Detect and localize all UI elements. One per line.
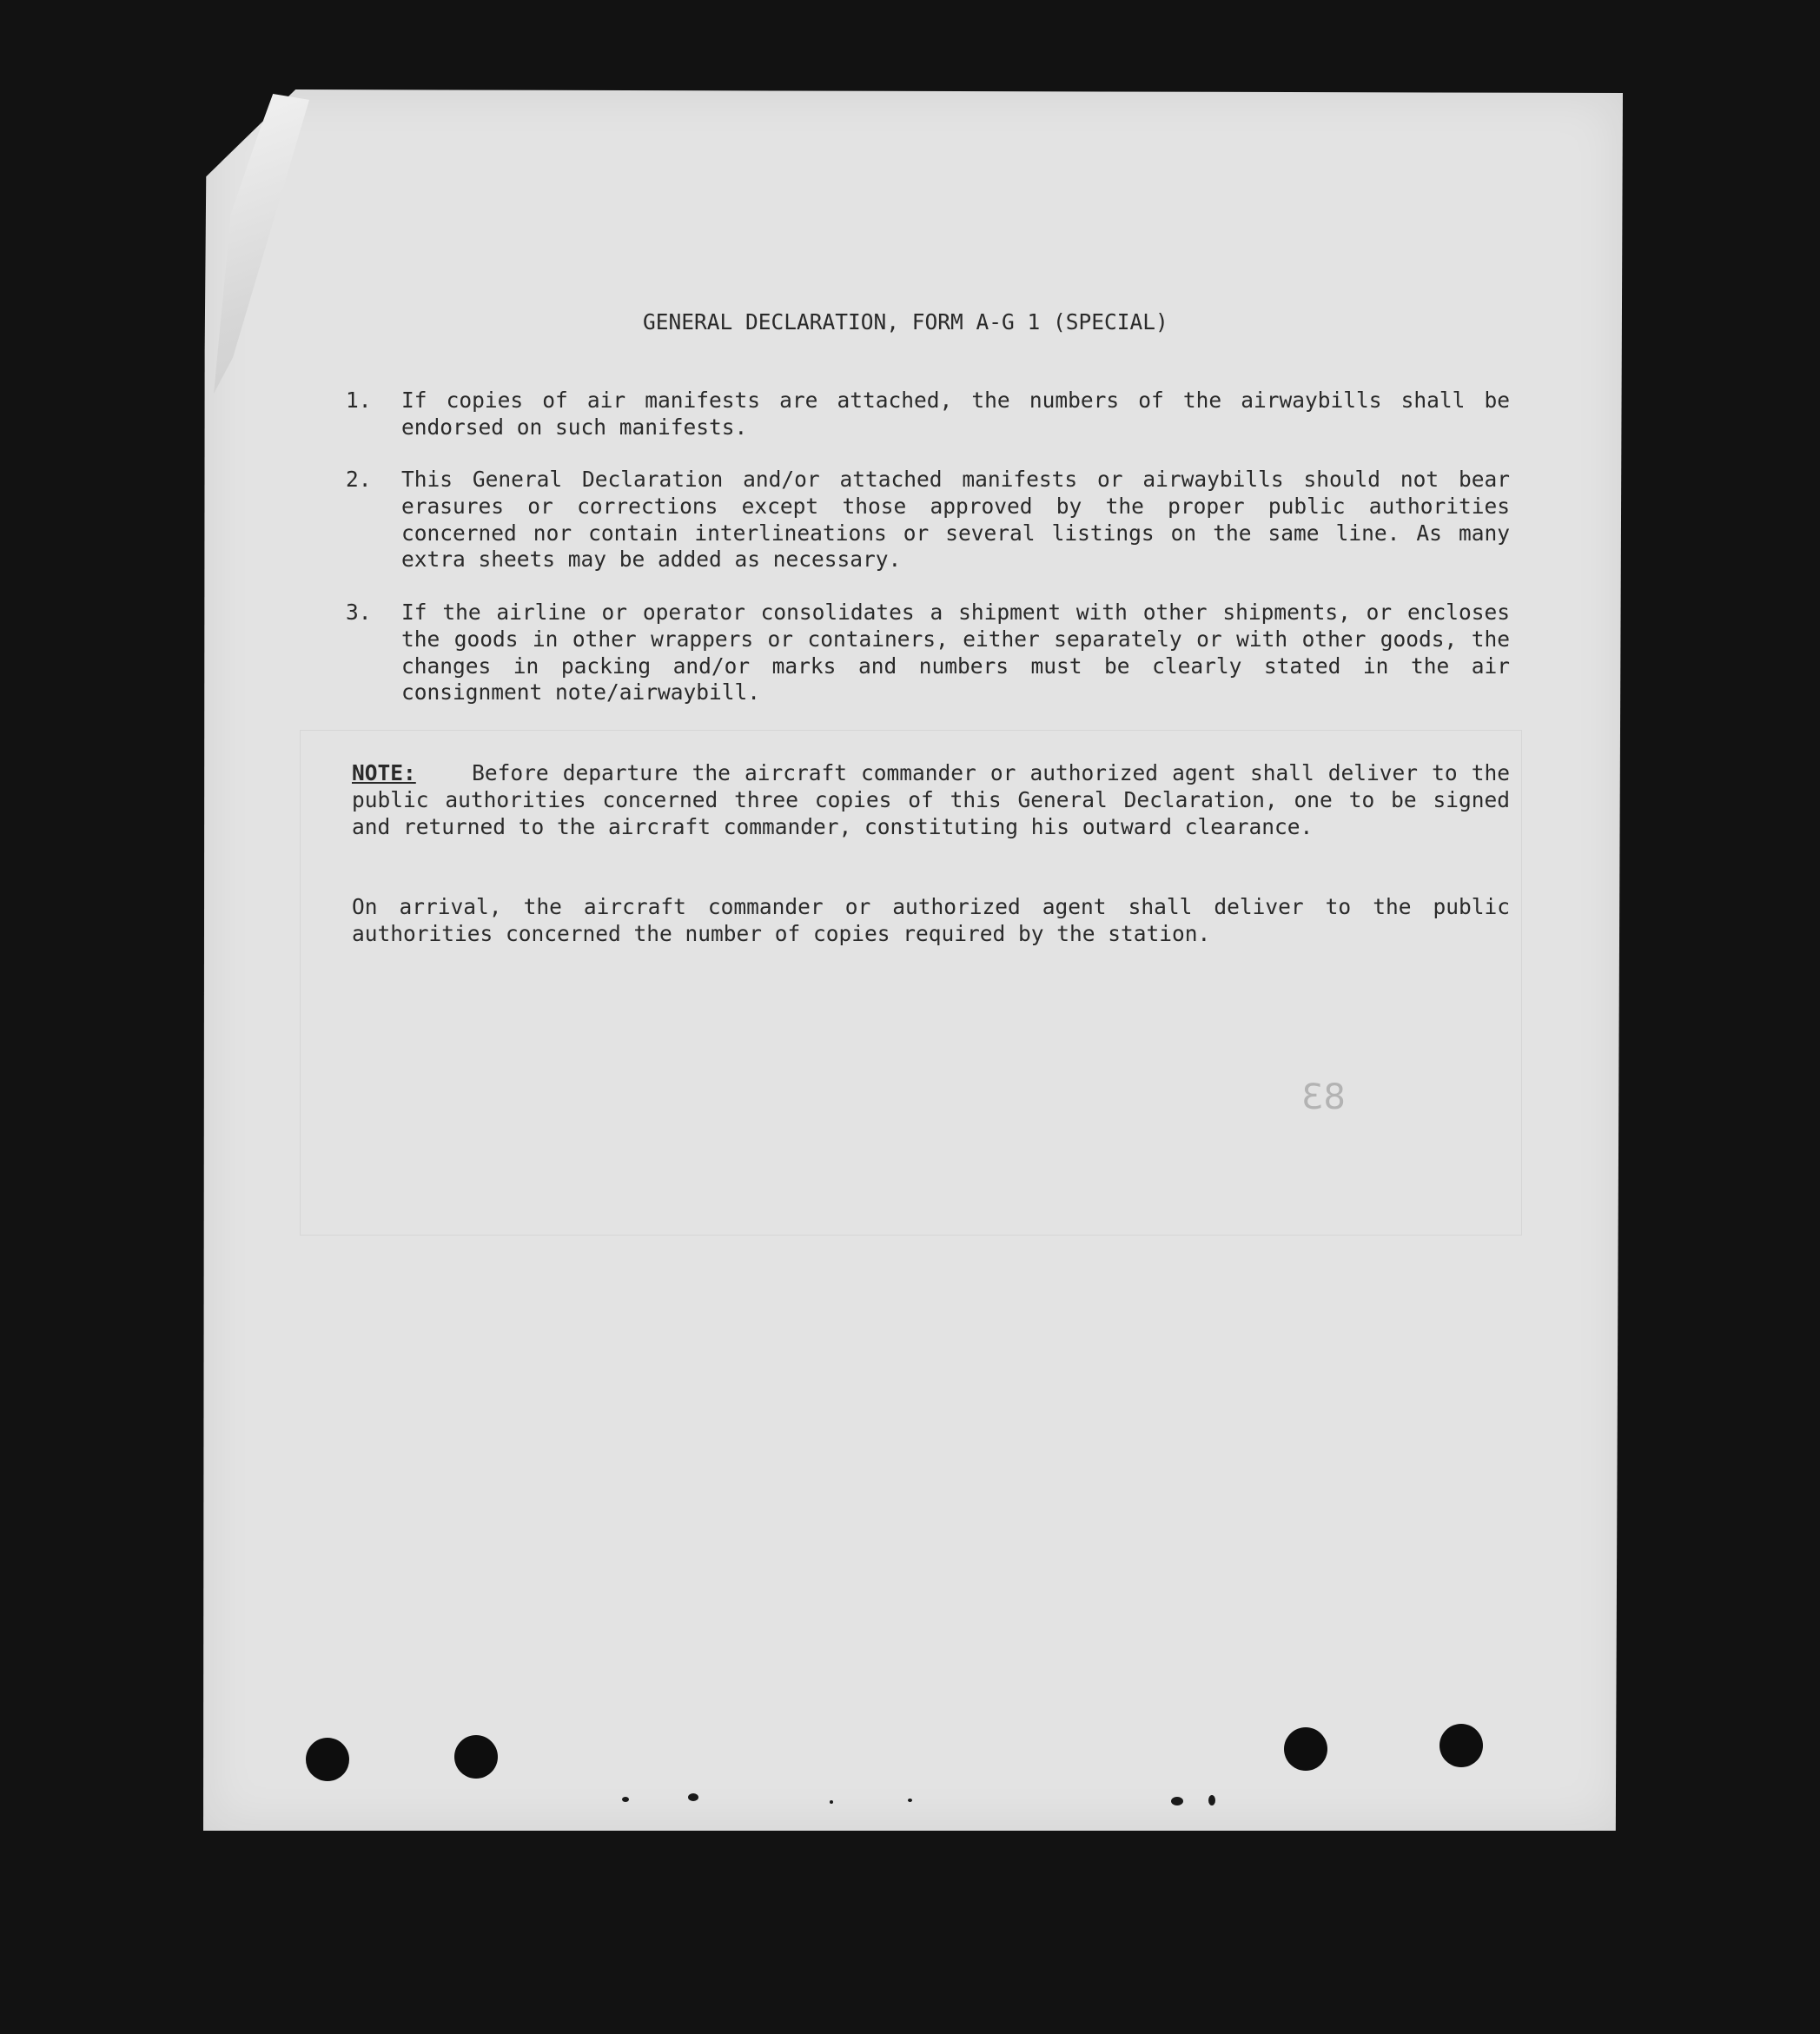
- punch-hole: [1284, 1727, 1327, 1771]
- punch-hole: [454, 1735, 498, 1779]
- item-number: 1.: [346, 388, 372, 413]
- speck: [1208, 1795, 1215, 1805]
- note-text: Before departure the aircraft commander or authorized agent shall deliver to the public authorities concerned three copies of this General Declaration, one to be signed and returned to the aircraft commander, constituting his outward clearance.: [352, 760, 1510, 839]
- speck: [688, 1793, 698, 1801]
- item-text: If the airline or operator consolidates a shipment with other shipments, or encloses the goods in other wrappers or containers, either separately or with other goods, the changes in packing and/or marks and numbers must be clearly stated in the air consignment note/airwaybill.: [401, 600, 1510, 706]
- speck: [830, 1800, 833, 1804]
- note-paragraph: [352, 760, 1510, 840]
- speck: [1171, 1797, 1183, 1805]
- item-text: This General Declaration and/or attached manifests or airwaybills should not bear erasures or corrections except those approved by the proper public authorities concerned nor contain interlineations or several listings on the same line. As many extra sheets may be added as necessary.: [401, 467, 1510, 573]
- instruction-item-1: [346, 388, 1510, 441]
- instruction-item-3: [346, 600, 1510, 706]
- item-text: If copies of air manifests are attached, the numbers of the airwaybills shall be endorsed on such manifests.: [401, 388, 1510, 440]
- arrival-paragraph: On arrival, the aircraft commander or authorized agent shall deliver to the public authorities concerned the number of copies required by the station.: [352, 894, 1510, 946]
- instruction-item-2: [346, 467, 1510, 573]
- bleed-through-number: 83: [1301, 1077, 1346, 1117]
- item-number: 2.: [346, 467, 372, 492]
- punch-hole: [306, 1738, 349, 1781]
- speck: [908, 1799, 912, 1802]
- punch-hole: [1439, 1724, 1483, 1767]
- speck: [622, 1797, 629, 1802]
- item-number: 3.: [346, 600, 372, 625]
- note-label: NOTE:: [352, 760, 416, 785]
- document-title: GENERAL DECLARATION, FORM A-G 1 (SPECIAL): [643, 309, 1168, 335]
